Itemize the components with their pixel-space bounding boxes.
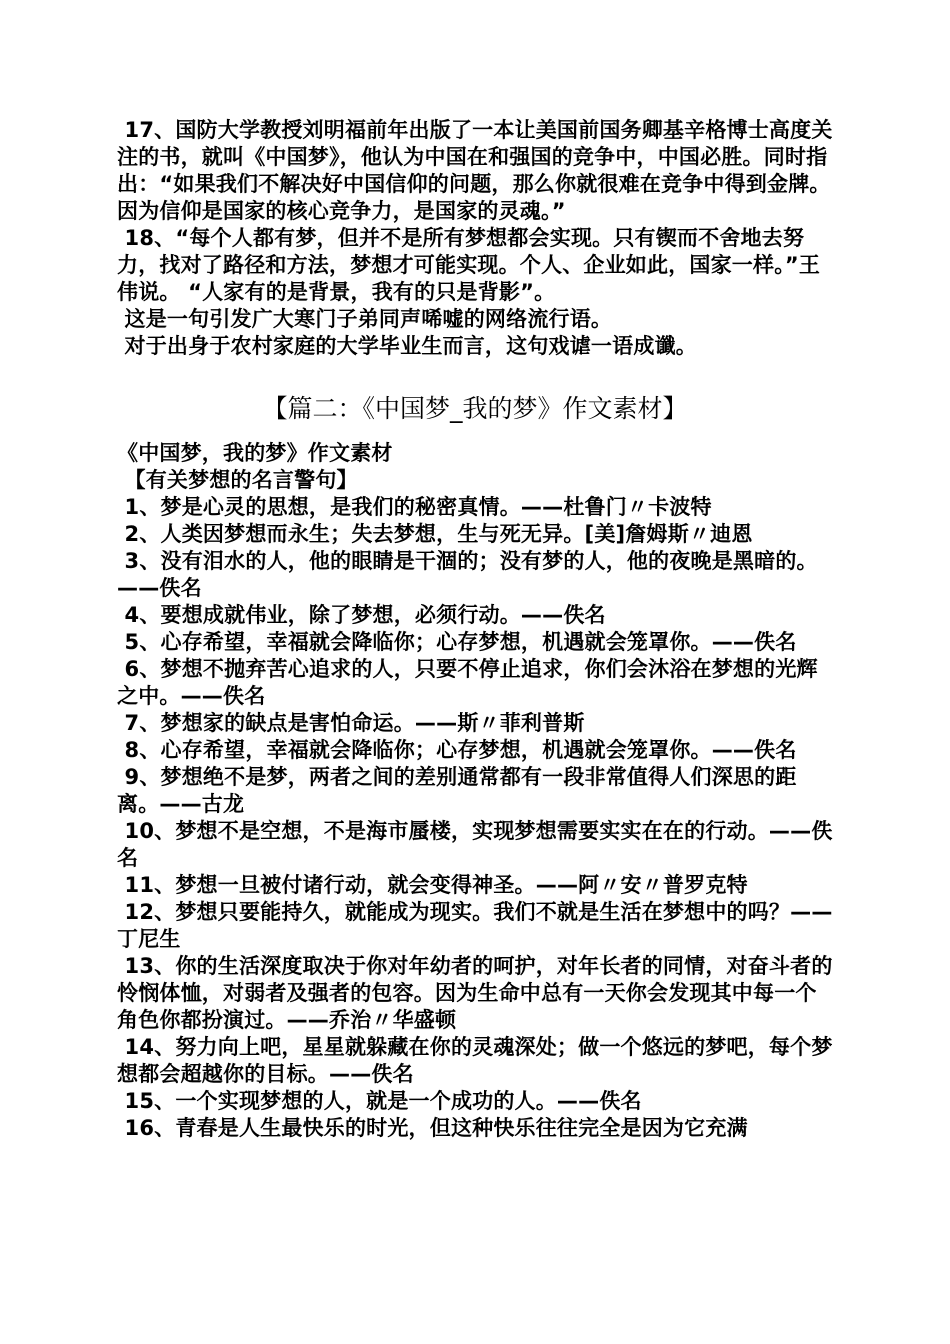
quote-item: 14、努力向上吧，星星就躲藏在你的灵魂深处；做一个悠远的梦吧，每个梦想都会超越你的目标。——佚名 — [117, 1035, 833, 1086]
quote-item: 8、心存希望，幸福就会降临你；心存梦想，机遇就会笼罩你。——佚名 — [117, 738, 797, 762]
quote-item: 11、梦想一旦被付诸行动，就会变得神圣。——阿〃安〃普罗克特 — [117, 873, 748, 897]
quote-item: 2、人类因梦想而永生；失去梦想，生与死无异。[美]詹姆斯〃迪恩 — [117, 522, 753, 546]
quotes-subheading: 【有关梦想的名言警句】 — [117, 468, 358, 492]
quote-item: 13、你的生活深度取决于你对年幼者的呵护，对年长者的同情，对奋斗者的怜悯体恤，对弱者及强者的包容。因为生命中总有一天你会发现其中每一个角色你都扮演过。——乔治〃华盛顿 — [117, 954, 833, 1032]
quote-item: 9、梦想绝不是梦，两者之间的差别通常都有一段非常值得人们深思的距离。——古龙 — [117, 765, 797, 816]
quote-item: 6、梦想不抛弃苦心追求的人，只要不停止追求，你们会沐浴在梦想的光辉之中。——佚名 — [117, 657, 818, 708]
quote-item: 7、梦想家的缺点是害怕命运。——斯〃菲利普斯 — [117, 711, 585, 735]
quotes-text-block — [117, 440, 837, 1142]
quote-item: 12、梦想只要能持久，就能成为现实。我们不就是生活在梦想中的吗？——丁尼生 — [117, 900, 833, 951]
quote-item: 15、一个实现梦想的人，就是一个成功的人。——佚名 — [117, 1089, 642, 1113]
quote-item: 5、心存希望，幸福就会降临你；心存梦想，机遇就会笼罩你。——佚名 — [117, 630, 797, 654]
section-heading: 【篇二：《中国梦_我的梦》作文素材】 — [262, 394, 688, 423]
paragraph-graduate-note: 对于出身于农村家庭的大学毕业生而言，这句戏谑一语成谶。 — [117, 334, 697, 358]
paragraph-18: 18、“每个人都有梦，但并不是所有梦想都会实现。只有锲而不舍地去努力，找对了路径和方法，梦想才可能实现。个人、企业如此，国家一样。”王伟说。 “人家有的是背景，我有的只是背影”。 — [117, 226, 821, 304]
top-text-block — [117, 117, 837, 360]
quote-item: 16、青春是人生最快乐的时光，但这种快乐往往完全是因为它充满 — [117, 1116, 748, 1140]
quote-item: 10、梦想不是空想，不是海市蜃楼，实现梦想需要实实在在的行动。——佚名 — [117, 819, 833, 870]
paragraph-slogan-note: 这是一句引发广大寒门子弟同声唏嘘的网络流行语。 — [117, 307, 613, 331]
quote-item: 4、要想成就伟业，除了梦想，必须行动。——佚名 — [117, 603, 606, 627]
paragraph-17: 17、国防大学教授刘明福前年出版了一本让美国前国务卿基辛格博士高度关注的书，就叫《中国梦》，他认为中国在和强国的竞争中，中国必胜。同时指出：“如果我们不解决好中国信仰的问题，那么你就很难在竞争中得到金牌。因为信仰是国家的核心竞争力，是国家的灵魂。” — [117, 118, 833, 223]
quote-item: 1、梦是心灵的思想，是我们的秘密真情。——杜鲁门〃卡波特 — [117, 495, 712, 519]
essay-title: 《中国梦，我的梦》作文素材 — [117, 441, 393, 465]
quote-item: 3、没有泪水的人，他的眼睛是干涸的；没有梦的人，他的夜晚是黑暗的。——佚名 — [117, 549, 818, 600]
